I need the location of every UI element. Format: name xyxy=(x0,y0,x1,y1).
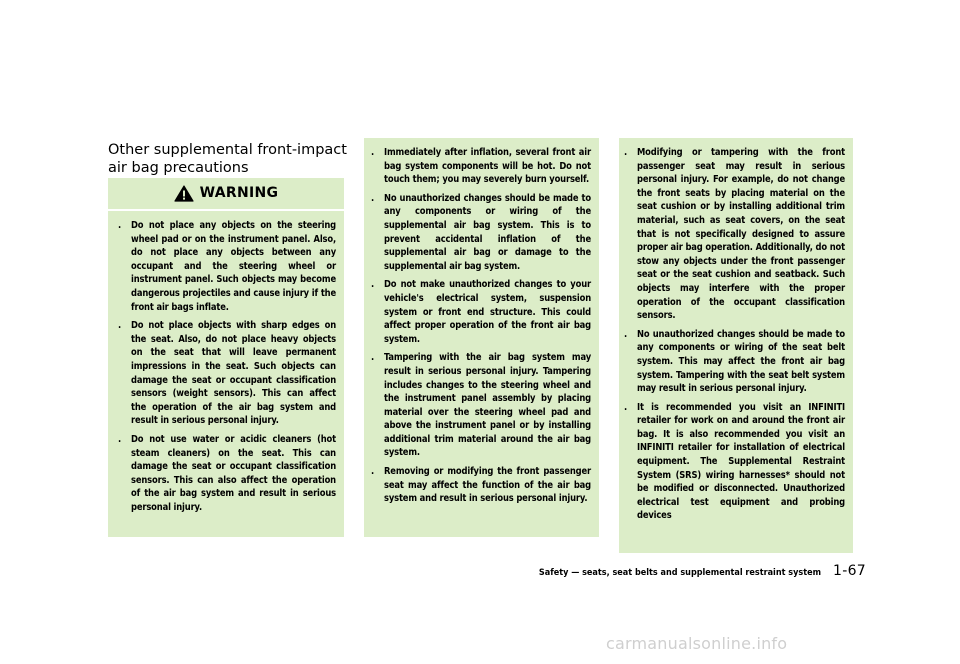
list-item: . No unauthorized changes should be made to any components or wiring of the seat belt system. This may affect the front air bag system. Tampering with the seat belt system may result in serious personal injury. xyxy=(624,328,845,395)
list-item: . Do not place objects with sharp edges on the seat. Also, do not place heavy objects on the seat that will leave permanent impressions in the seat. Such objects can damage the seat or occupant classification sensors (weight sensors). This can affect the operation of the air bag system and result in serious personal injury. xyxy=(118,320,336,427)
list-item: . It is recommended you visit an INFINITI retailer for work on and around the front air bag. It is also recommended you visit an INFINITI retailer for installation of electrical equipment. The Supplemental Restraint System (SRS) wiring harnesses* should not be modified or disconnected. Unauthorized electrical test equipment and probing devices xyxy=(624,401,845,522)
page-footer xyxy=(539,563,866,579)
warning-list-col3 xyxy=(624,146,845,528)
list-item: . Tampering with the air bag system may result in serious personal injury. Tampering includes changes to the steering wheel and the instrument panel assembly by placing material over the steering wheel pad and above the instrument panel or by installing additional trim material around the air bag system. xyxy=(371,352,591,459)
section-title: Other supplemental front-impact air bag precautions xyxy=(108,142,347,176)
list-item: . Do not use water or acidic cleaners (hot steam cleaners) on the seat. This can damage the seat or occupant classification sensors. This can also affect the operation of the air bag system and result in serious personal injury. xyxy=(118,433,336,513)
watermark: carmanualsonline.info xyxy=(606,634,788,653)
list-item: . Do not make unauthorized changes to your vehicle's electrical system, suspension system or front end structure. This could affect proper operation of the front air bag system. xyxy=(371,279,591,345)
list-item: . Modifying or tampering with the front passenger seat may result in serious personal injury. For example, do not change the front seats by placing material on the seat cushion or by installing additional trim material, such as seat covers, on the seat that is not specifically designed to assure proper air bag operation. Additionally, do not stow any objects under the front passenger seat or the seat cushion and seatback. Such objects may interfere with the proper operation of the occupant classification sensors. xyxy=(624,147,845,322)
warning-header xyxy=(108,178,344,208)
warning-panel-continued xyxy=(364,138,599,537)
chapter-title: Safety — seats, seat belts and supplemental restraint system xyxy=(538,568,822,578)
warning-triangle-icon xyxy=(174,185,194,202)
warning-panel-continued-2 xyxy=(619,138,853,553)
warning-panel xyxy=(108,178,344,537)
list-item: . Do not place any objects on the steering wheel pad or on the instrument panel. Also, do not place any objects between any occupant and the steering wheel or instrument panel. Such objects may become dangerous projectiles and cause injury if the front air bags inflate. xyxy=(118,220,336,313)
list-item: . Immediately after inflation, several front air bag system components will be hot. Do not touch them; you may severely burn yourself. xyxy=(371,147,591,186)
list-item: . Removing or modifying the front passenger seat may affect the function of the air bag system and result in serious personal injury. xyxy=(371,466,591,505)
warning-list-col1 xyxy=(118,219,336,519)
warning-divider xyxy=(108,209,344,211)
page-number: 1-67 xyxy=(833,563,866,579)
warning-list-col2 xyxy=(371,146,591,511)
warning-label: WARNING xyxy=(199,185,279,201)
list-item: . No unauthorized changes should be made to any components or wiring of the supplemental air bag system. This is to prevent accidental inflation of the supplemental air bag or damage to the supplemental air bag system. xyxy=(371,192,591,272)
